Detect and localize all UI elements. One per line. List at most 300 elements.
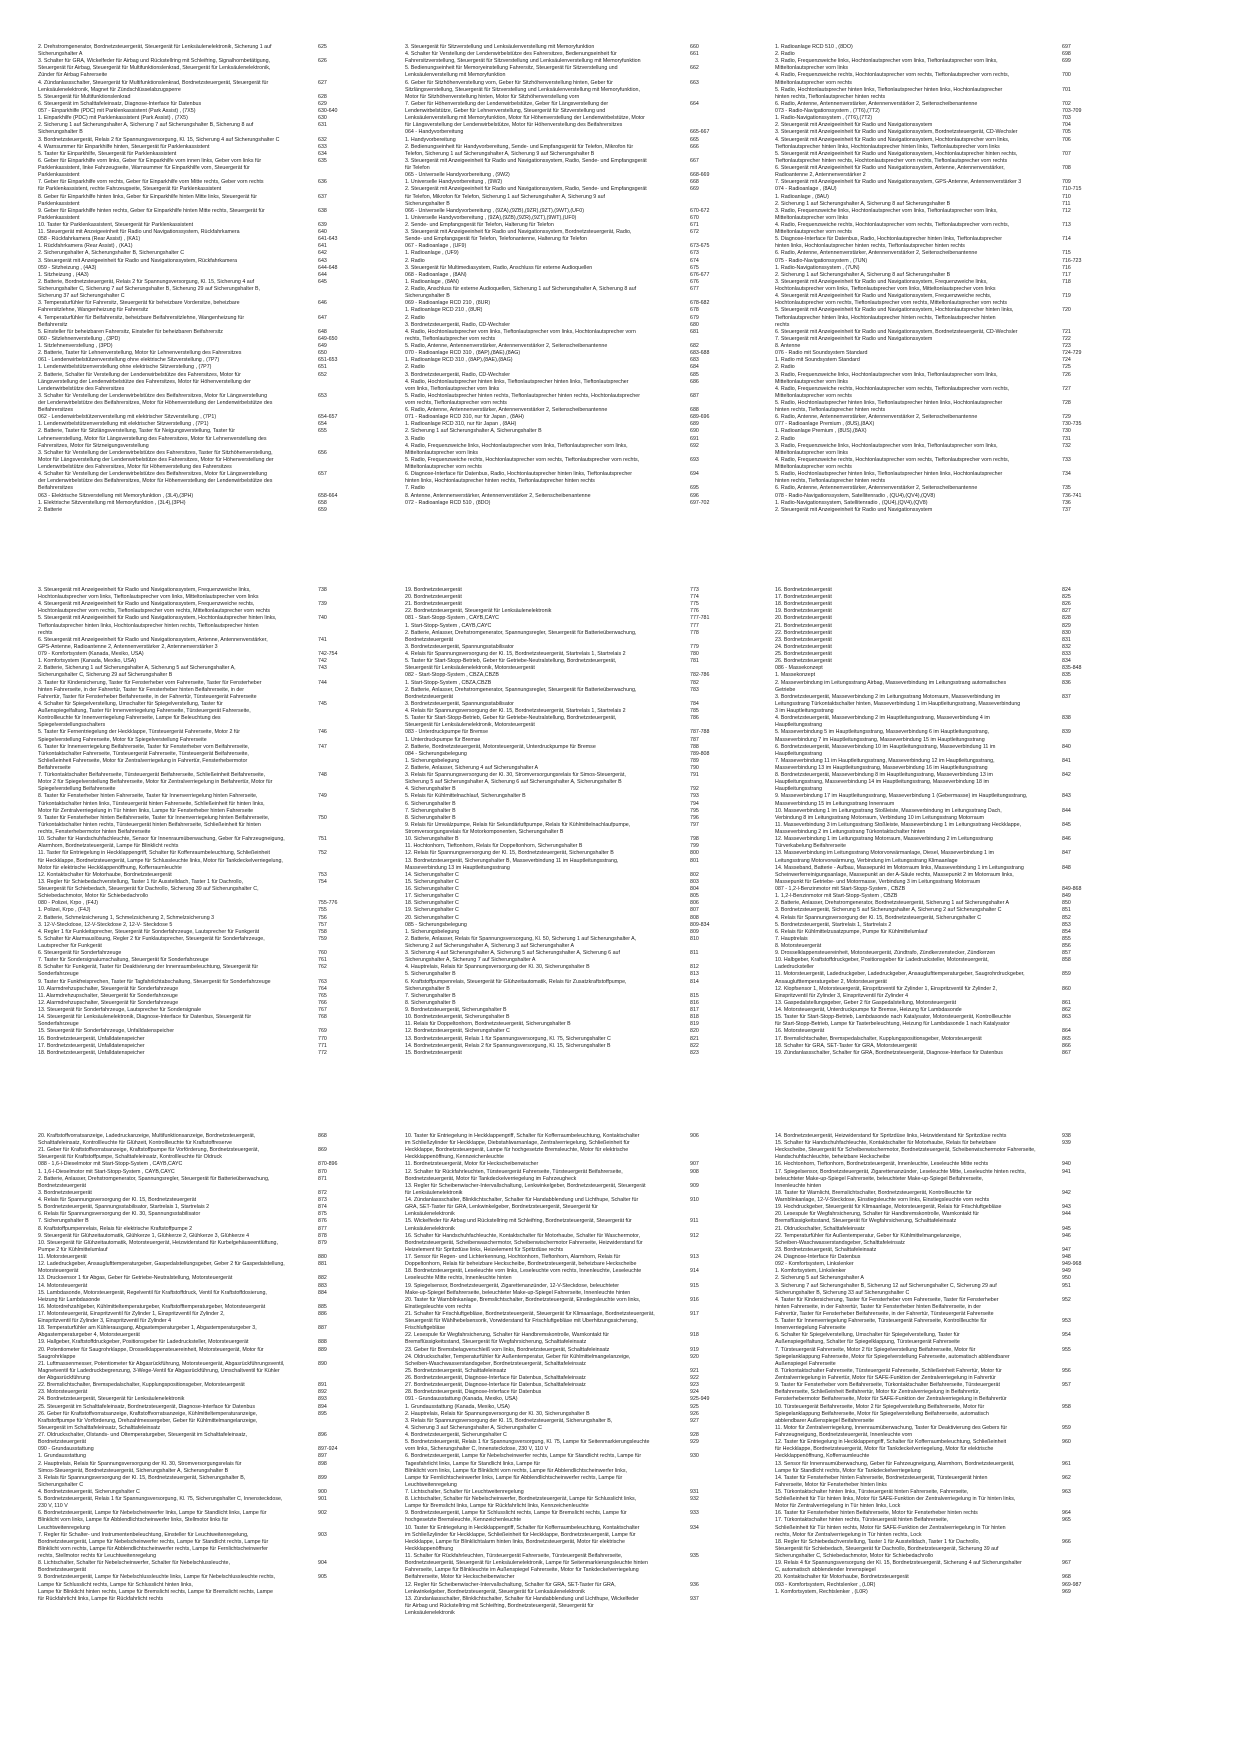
index-entry-text: 8. Sicherungshalter B <box>405 999 456 1006</box>
index-entry-page: 915 <box>690 1282 699 1289</box>
index-entry-text: Mitteltonlautsprecher vorn links <box>405 449 479 456</box>
index-entry-page: 885 <box>318 1303 327 1310</box>
index-entry-page: 810 <box>690 935 699 942</box>
index-entry-text: 4. Sicherungshalter B <box>405 786 456 793</box>
index-entry-page: 965 <box>1062 1517 1071 1524</box>
index-entry-text: 15. Bordnetzsteuergerät <box>405 1049 462 1056</box>
index-entry-page: 905 <box>318 1574 327 1581</box>
index-entry-page: 882 <box>318 1275 327 1282</box>
index-entry-text: 17. Sensor für Regen- und Lichterkennung, Hochtonhorn, Tieftonhorn, Alarmhorn, Relais für <box>405 1254 621 1261</box>
index-entry-text: für Telefon, Mikrofon für Telefon, Sicherung 1 auf Sicherungshalter A, Sicherung 9 auf <box>405 193 606 200</box>
index-entry-page: 927 <box>690 1417 699 1424</box>
index-entry-text: 18. Temperaturfühler am Kühlerausgang, Abgastemperaturgeber 1, Abgastemperaturgeber 3, <box>38 1325 257 1332</box>
index-entry-text: Fahrerseite, Motor für Fensterheber hinten links <box>775 1481 887 1488</box>
index-entry-page: 694 <box>690 471 699 478</box>
index-entry-page: 742-754 <box>318 651 338 658</box>
index-entry-page: 665-667 <box>690 129 710 136</box>
index-entry-text: Masseverbindung 7 im Hauptleitungsstrang, Masseverbindung 15 im Hauptleitungsstrang <box>775 736 985 743</box>
index-entry-text: 2. Sicherungshalter A, Sicherungshalter B, Sicherungshalter C <box>38 250 185 257</box>
index-entry-page: 651-653 <box>318 357 338 364</box>
index-entry-page: 648 <box>318 328 327 335</box>
index-entry-text: 10. Sicherungshalter B <box>405 836 459 843</box>
index-entry-text: vorn rechts, Tieftonlautsprecher vorn rechts <box>405 400 507 406</box>
index-entry-page: 789 <box>690 757 699 764</box>
index-entry-page: 827 <box>1062 608 1071 615</box>
index-entry-page: 713 <box>1062 222 1071 228</box>
index-entry-text: 5. Steuergerät mit Anzeigeeinheit für Radio und Navigationssystem, Hochtonlautsprecher hinten rechts, <box>775 150 1018 157</box>
index-entry-page: 925 <box>690 1403 699 1410</box>
index-entry-page: 873 <box>318 1197 327 1204</box>
index-entry-text: 4. Schalter für Verstellung der Lendenwirbelstütze des Beifahrersitzes, Motor für Längsverstellung <box>38 471 268 478</box>
index-entry-text: 14. Bordnetzsteuergerät, Relais 2 für Spannungsversorgung, Kl. 15, Sicherungshalter B <box>405 1042 611 1049</box>
index-entry-page: 824 <box>1062 587 1071 593</box>
index-entry-text: 12. Kontaktschalter für Motorhaube, Bordnetzsteuergerät <box>38 871 172 878</box>
index-entry-text: 20. Bordnetzsteuergerät <box>405 594 462 601</box>
index-entry-text: Sicherung 5 auf Sicherungshalter A, Sicherung 6 auf Sicherungshalter A, Sicherungshalter B <box>405 779 622 786</box>
index-entry-page: 890 <box>318 1360 327 1367</box>
index-entry-page: 963 <box>1062 1489 1071 1495</box>
index-entry-text: 16. Bordnetzsteuergerät, Unfalldatenspeicher <box>38 1035 145 1042</box>
index-entry-text: 13. Sensor für Innenraumüberwachung, Geber für Fahrzeugneigung, Alarmhorn, Bordnetzsteuergerät, <box>775 1460 1015 1467</box>
index-entry-text: 10. Halbgeber, Kraftstoffdruckgeber, Positionsgeber für Ladedrucksteller, Motorsteuergerät, <box>775 957 989 964</box>
index-entry-page: 761 <box>318 957 327 964</box>
index-entry-text: 20. Kraftstoffvorratsanzeige, Ladedruckanzeige, Multifunktionsanzeige, Bordnetzsteuergerät, <box>38 1133 256 1139</box>
index-entry-page: 636 <box>318 179 327 186</box>
index-entry-text: Zünder für Airbag Fahrerseite <box>38 72 108 79</box>
index-entry-text: 1. 1,6-l-Dieselmotor mit Start-Stopp-System , CAYB,CAYC <box>38 1168 175 1175</box>
index-entry-text: 1. Radioanlage RCD 310, nur für Japan , (8AH) <box>405 421 517 428</box>
index-entry-text: 16. Taster für Fensterheber hinten Beifahrerseite, Motor für Fensterheber hinten rechts <box>775 1510 978 1517</box>
index-entry-text: Schließeinheit Fahrerseite, Motor für Zentralverriegelung in Fahrertür, Fensterhebermotor <box>38 757 248 764</box>
index-entry-text: 26. Bordnetzsteuergerät, Diagnose-Interface für Datenbus, Schalttafeleinsatz <box>405 1375 586 1382</box>
index-entry-page: 678-682 <box>690 300 710 307</box>
index-entry-text: 11. Bordnetzsteuergerät, Motor für Heckscheibenwischer <box>405 1161 539 1168</box>
index-entry-text: 062 - Lendenwirbelstützenverstellung mit elektrischer Sitzverstellung , (7P1) <box>38 414 217 421</box>
index-entry-page: 848 <box>1062 864 1071 871</box>
index-entry-text: Einspritzventil für Zylinder 3, Einspritzventil für Zylinder 4 <box>38 1318 172 1325</box>
index-entry-page: 753 <box>318 871 327 878</box>
index-entry-page: 809-834 <box>690 921 710 928</box>
index-entry-page: 930 <box>690 1453 699 1460</box>
index-entry-text: 3. Bordnetzsteuergerät, Masseverbindung 2 im Leitungsstrang Motorraum, Masseverbindung im <box>775 693 1001 700</box>
index-entry-text: 4. Steuergerät mit Anzeigeeinheit für Radio und Navigationssystem, Frequenzweiche rechts, <box>775 293 992 300</box>
index-entry-text: 7. Sicherungshalter B <box>405 992 456 999</box>
index-entry-text: 20. Lesespule für Wegfahrsicherung, Schalter für Handbremskontrolle, Warnkontakt für <box>775 1211 980 1218</box>
index-entry-page: 877 <box>318 1225 327 1232</box>
index-entry-page: 896 <box>318 1432 327 1439</box>
index-entry-page: 909 <box>690 1182 699 1189</box>
index-entry-text: 17. Motorsteuergerät, Einspritzventil für Zylinder 1, Einspritzventil für Zylinder 2, <box>38 1311 225 1317</box>
index-entry-page: 846 <box>1062 836 1071 843</box>
index-entry-text: 2. Radio <box>775 435 795 442</box>
index-entry-text: 20. Taster für Warnblinkanlage, Bremslichtschalter, Bordnetzsteuergerät, Einstiegsleuchte vorn links, <box>405 1296 641 1303</box>
index-entry-text: 2. Radio <box>405 364 425 371</box>
index-entry-text: 069 - Radioanlage RCD 210 , (8UR) <box>405 300 491 307</box>
index-entry-page: 802 <box>690 871 699 878</box>
index-entry-page: 968 <box>1062 1574 1071 1581</box>
index-entry-page: 920 <box>690 1353 699 1360</box>
index-entry-page: 933 <box>690 1510 699 1517</box>
index-entry-text: hochgesetzte Bremsleuchte, Kennzeichenleuchte <box>405 1517 522 1524</box>
index-entry-text: 4. Radio, Frequenzweiche rechts, Hochtonlautsprecher vorn rechts, Tieftonlautsprecher vorn rechts, <box>775 385 1010 392</box>
index-entry-text: Handschuhfachleuchte, beheizbare Heckscheibe <box>775 1154 890 1161</box>
index-entry-text: 2. Drehstromgenerator, Bordnetzsteuergerät, Steuergerät für Lenksäulenelektronik, Sicherung 1 auf <box>38 44 272 50</box>
index-entry-text: 085 - Sicherungsbelegung <box>405 921 467 928</box>
index-entry-page: 754 <box>318 878 327 885</box>
index-entry-page: 676 <box>690 278 699 285</box>
index-entry-text: 1. Start-Stopp-System , CBZA,CBZB <box>405 679 492 686</box>
index-entry-text: Doppeltonhorn, Relais für beheizbare Heckscheibe, Bordnetzsteuergerät, beheizbare Heckscheibe <box>405 1261 637 1268</box>
index-entry-page: 766 <box>318 999 327 1006</box>
index-entry-page: 941 <box>1062 1168 1071 1175</box>
index-entry-text: Sicherungshalter B <box>405 293 450 300</box>
index-entry-page: 755-776 <box>318 900 338 907</box>
index-entry-text: 063 - Elektrische Sitzverstellung mit Memoryfunktion , (3L4),(3PH) <box>38 492 194 499</box>
index-entry-page: 773 <box>690 587 699 593</box>
index-entry-page: 859 <box>1062 971 1071 978</box>
index-entry-text: Lampe für Schlusslicht rechts, Lampe für Schlusslicht hinten links, <box>38 1581 193 1588</box>
index-entry-page: 722 <box>1062 335 1071 342</box>
index-entry-page: 881 <box>318 1261 327 1268</box>
index-entry-page: 784 <box>690 700 699 707</box>
index-entry-text: 3. Taster für Kindersicherung, Taster für Fensterheber vorn Fahrerseite, Taster für Fensterheber <box>38 679 262 686</box>
index-entry-text: Bordnetzsteuergerät <box>38 1182 86 1189</box>
index-entry-text: 5. Radio, Hochtonlautsprecher hinten links, Tieftonlautsprecher hinten links, Hochtonlautsprecher <box>775 471 1003 478</box>
index-entry-page: 902 <box>318 1510 327 1517</box>
index-entry-page: 692 <box>690 442 699 449</box>
index-entry-text: 5. Radio, Hochtonlautsprecher hinten links, Tieftonlautsprecher hinten links, Hochtonlautsprecher <box>775 400 1003 406</box>
index-entry-text: 13. Regler für Schiebedachverstellung, Taster 1 für Ausstelldach, Taster 1 für Dachrollo, <box>38 878 244 885</box>
index-entry-page: 792 <box>690 786 699 793</box>
index-entry-text: 3. Steuergerät für Sitzverstellung und Lenksäulenverstellung mit Memoryfunktion <box>405 44 595 50</box>
index-entry-text: hinten Fahrerseite, in der Fahrertür, Taster für Fensterheber hinten Beifahrerseite, in der <box>775 1303 981 1310</box>
index-entry-page: 828 <box>1062 615 1071 622</box>
index-entry-page: 944 <box>1062 1211 1071 1218</box>
index-entry-page: 706 <box>1062 136 1071 143</box>
index-entry-text: 2. Radio <box>405 257 425 264</box>
index-entry-text: 5. Sicherungshalter B <box>405 971 456 978</box>
index-entry-page: 837 <box>1062 693 1071 700</box>
index-entry-page: 715 <box>1062 250 1071 257</box>
index-entry-page: 939 <box>1062 1140 1071 1147</box>
index-entry-text: 13. Drucksensor 1 für Abgas, Geber für Getriebe-Neutralstellung, Motorsteuergerät <box>38 1275 233 1282</box>
index-entry-text: 2. Batterie, Schalter für Verstellung der Lendenwirbelstütze des Fahrersitzes, Motor für <box>38 371 241 378</box>
index-entry-text: Motorsteuergerät <box>38 1268 79 1275</box>
index-entry-text: Heckklappenöffnung, Kennzeichenleuchte <box>405 1154 504 1161</box>
index-entry-page: 779 <box>690 643 699 650</box>
index-entry-text: 1. Rückfahrkamera (Rear Assist) , (KA1) <box>38 243 133 250</box>
index-entry-text: 12. Klopfsensor 1, Motorsteuergerät, Einspritzventil für Zylinder 1, Einspritzventil für Zylinder 2, <box>775 985 997 992</box>
index-entry-text: 20. Sicherungshalter C <box>405 914 459 921</box>
index-entry-page: 799 <box>690 843 699 850</box>
index-entry-text: Fahrersitzlehne, Wangenheizung für Fahrersitz <box>38 307 149 314</box>
index-entry-page: 928 <box>690 1432 699 1439</box>
index-entry-page: 688 <box>690 407 699 414</box>
index-entry-page: 812 <box>690 964 699 971</box>
index-entry-text: 11. Relais für Doppeltonhorn, Bordnetzsteuergerät, Sicherungshalter B <box>405 1021 571 1028</box>
index-entry-text: Schließeinheit für Tür hinten links, Motor für SAFE-Funktion der Zentralverriegelung in Tür hinten links, <box>775 1496 1016 1503</box>
index-entry-page: 795 <box>690 807 699 814</box>
index-entry-page: 689-696 <box>690 414 710 421</box>
index-entry-text: Lendenwirbelstütze des Fahrersitzes, Motor für Höhenverstellung des Fahrersitzes <box>38 464 232 471</box>
index-entry-text: für Airbag und Rückstellring mit Schleifring, Bordnetzsteuergerät, Steuergerät für <box>405 1602 594 1609</box>
index-entry-page: 870 <box>318 1168 327 1175</box>
index-entry-text: 8. Antenne <box>775 343 801 350</box>
index-entry-page: 683-688 <box>690 350 710 357</box>
index-entry-text: 6. Geber für Sitzhöhenverstellung vorn, Geber für Sitzhöhenverstellung hinten, Geber für <box>405 79 613 86</box>
index-entry-page: 719 <box>1062 293 1071 300</box>
index-entry-text: 14. Steuergerät für Lenksäulenelektronik, Diagnose-Interface für Datenbus, Steuergerät für <box>38 1014 252 1021</box>
index-entry-page: 926 <box>690 1410 699 1417</box>
index-entry-text: 2. Batterie, Anlasser, Drehstromgenerator, Spannungsregler, Steuergerät für Batterieüberwachung, <box>405 686 637 693</box>
index-entry-text: 7. Geber für Einparkhilfe vorn rechts, Geber für Einparkhilfe vorn Mitte rechts, Geber vorn rechts <box>38 179 264 186</box>
index-entry-text: Simos-Steuergerät, Bordnetzsteuergerät, Sicherungshalter A, Sicherungshalter B <box>38 1467 229 1474</box>
index-entry-page: 781 <box>690 658 699 665</box>
index-entry-page: 670-672 <box>690 207 710 214</box>
index-entry-text: 23. Geber für Bremsbelagverschleiß vorn links, Bordnetzsteuergerät, Schalttafeleinsatz <box>405 1346 610 1353</box>
index-entry-text: Leitungsstrang Motorvorwärmung, Verbindung im Leitungsstrang Klimaanlage <box>775 857 958 864</box>
index-entry-page: 934 <box>690 1524 699 1531</box>
index-entry-text: 3. Bordnetzsteuergerät, Spannungsstabilisator <box>405 643 514 650</box>
index-entry-text: Fahrersitzes, Motor für Sitzneigungsverstellung <box>38 442 149 449</box>
index-entry-text: 1. Lendenwirbelstützenverstellung mit elektrischer Sitzverstellung , (7P1) <box>38 421 209 428</box>
index-entry-page: 703-709 <box>1062 108 1082 115</box>
index-entry-text: 1. Sicherungsbelegung <box>405 928 460 935</box>
index-entry-text: 7. Sicherungshalter B <box>38 1218 89 1225</box>
index-entry-text: 8. Bordnetzsteuergerät, Masseverbindung 8 im Hauptleitungsstrang, Masseverbindung 13 im <box>775 772 993 779</box>
index-entry-text: 1. Komfortsystem, Linkslenker <box>775 1268 846 1275</box>
index-entry-text: 4. Relais für Spannungsversorgung der Kl. 15, Bordnetzsteuergerät, Startrelais 1, Startrelais 2 <box>405 651 626 658</box>
index-entry-page: 830 <box>1062 629 1071 636</box>
index-entry-text: 10. Türsteuergerät Beifahrerseite, Motor 2 für Spiegelverstellung Beifahrerseite, Motor für <box>775 1403 985 1410</box>
index-entry-page: 712 <box>1062 207 1071 214</box>
index-entry-page: 811 <box>690 950 699 957</box>
index-entry-page: 782-786 <box>690 672 710 679</box>
index-entry-text: 1. Massekonzept <box>775 672 816 679</box>
index-entry-page: 656 <box>318 449 327 456</box>
index-entry-text: 14. Motorsteuergerät, Unterdruckpumpe für Bremse, Heizung für Lambdasonde <box>775 1007 962 1014</box>
index-entry-text: 6. Steuergerät mit Anzeigeeinheit für Radio und Navigationssystem, Antenne, Antennenverstärker, <box>775 165 1005 172</box>
index-entry-page: 923 <box>690 1382 699 1389</box>
index-entry-page: 729 <box>1062 414 1071 421</box>
index-entry-text: 4. Bordnetzsteuergerät, Sicherungshalter C <box>405 1432 507 1439</box>
index-entry-page: 789-808 <box>690 750 710 757</box>
index-entry-page: 698 <box>1062 51 1071 58</box>
index-entry-page: 644-648 <box>318 264 338 271</box>
index-entry-text: Massepunkt für Getriebe- und Motormasse, Verbindung 3 im Leitungsstrang Motorraum <box>775 878 981 885</box>
index-entry-page: 953 <box>1062 1318 1071 1325</box>
index-entry-page: 762 <box>318 964 327 971</box>
index-entry-page: 675 <box>690 264 699 271</box>
index-entry-text: Außenspiegel Fahrerseite <box>775 1360 836 1367</box>
index-entry-text: 24. Bordnetzsteuergerät <box>775 643 832 650</box>
index-entry-text: Mitteltonlautsprecher vorn rechts <box>775 464 852 471</box>
index-entry-page: 728 <box>1062 400 1071 406</box>
index-entry-page: 831 <box>1062 636 1071 643</box>
index-entry-page: 745 <box>318 700 327 707</box>
index-entry-page: 866 <box>1062 1042 1071 1049</box>
index-entry-text: 8. Motorsteuergerät <box>775 943 822 949</box>
index-entry-text: 16. Hochtonhorn, Tieftonhorn, Bordnetzsteuergerät, Innenleuchte, Leseleuchte Mitte rechts <box>775 1161 989 1168</box>
index-entry-text: 5. Radio, Frequenzweiche rechts, Hochtonlautsprecher vorn rechts, Tieftonlautsprecher vorn rechts, <box>405 456 640 463</box>
index-entry-text: Sitzlängsverstellung, Steuergerät für Sitzverstellung und Lenksäulenverstellung mit Memoryfunktion, <box>405 86 640 93</box>
index-entry-text: 6. Relais für Kühlmittelzusatzpumpe, Pumpe für Kühlmittelumlauf <box>775 928 928 935</box>
index-entry-text: 4. Sicherung 3 auf Sicherungshalter A, Sicherungshalter C <box>405 1424 542 1431</box>
index-entry-text: 27. Öldruckschalter, Ölstands- und Öltemperaturgeber, Steuergerät im Schalttafeleinsatz, <box>38 1432 248 1439</box>
index-entry-text: 5. Bordnetzsteuergerät, Startrelais 1, Startrelais 2 <box>775 921 892 928</box>
index-entry-text: Türkontaktschalter hinten rechts, Türsteuergerät hinten Beifahrerseite, Schließeinheit für hinten <box>38 821 261 828</box>
index-entry-text: Motor für Sitzhöhenverstellung hinten, Motor für Sitzhöhenverstellung vorn <box>405 93 580 100</box>
index-entry-text: Lendenwirbelstütze des Fahrersitzes <box>38 385 125 392</box>
index-entry-text: 6. Steuergerät mit Anzeigeeinheit für Radio und Navigationssystem, Bordnetzsteuergerät, CD-Wechsler <box>775 328 1018 335</box>
index-entry-page: 906 <box>690 1133 699 1139</box>
index-entry-page: 883 <box>318 1282 327 1289</box>
index-entry-page: 697 <box>1062 44 1071 50</box>
index-entry-page: 888 <box>318 1339 327 1346</box>
index-entry-page: 887 <box>318 1325 327 1332</box>
index-entry-text: Blinklicht vorn links, Lampe für Abblendlichtscheinwerfer links, Stellmotor links für <box>38 1517 229 1524</box>
index-entry-text: Hauptleitungsstrang <box>775 750 823 757</box>
index-entry-text: 3. Relais für Spannungsversorgung der Kl. 15, Bordnetzsteuergerät, Sicherungshalter B, <box>405 1417 613 1424</box>
index-entry-text: 086 - Massekonzept <box>775 665 823 672</box>
index-entry-text: 7. Steuergerät mit Anzeigeeinheit für Radio und Navigationssystem, GPS-Antenne, Antennenverstärker 3 <box>775 179 1022 186</box>
index-entry-page: 651 <box>318 364 327 371</box>
index-entry-text: 16. Schalter für Handschuhfachleuchte, Kontaktschalter für Motorhaube, Schalter für Waschermotor, <box>405 1232 641 1239</box>
index-entry-page: 760 <box>318 950 327 957</box>
index-entry-text: 9. Taster für Fensterheber vorn Beifahrerseite, Türkontaktschalter Beifahrerseite, Türsteuergerät <box>775 1382 1000 1389</box>
index-entry-text: 25. Bordnetzsteuergerät <box>775 651 832 658</box>
index-entry-page: 937 <box>690 1595 699 1602</box>
index-entry-page: 647 <box>318 314 327 321</box>
index-entry-text: 22. Temperaturfühler für Außentemperatur, Geber für Kühlmittelmangelanzeige, <box>775 1232 961 1239</box>
index-entry-text: 1. Grundausstattung <box>38 1453 86 1460</box>
index-entry-page: 637 <box>318 193 327 200</box>
index-entry-text: 10. Taster für Parklenkassistent, Steuergerät für Parklenkassistent <box>38 222 194 228</box>
index-entry-page: 738 <box>318 587 327 593</box>
index-entry-text: Abgastemperaturgeber 4, Motorsteuergerät <box>38 1332 140 1339</box>
index-entry-text: 3. Steuergerät mit Anzeigeeinheit für Radio und Navigationssystem, Rückfahrkamera <box>38 257 238 264</box>
index-entry-text: 6. Bordnetzsteuergerät, Lampe für Nebelscheinwerfer links, Lampe für Standlicht links, Lampe für <box>38 1510 267 1517</box>
index-entry-text: Lenksäulenverstellung mit Memoryfunktion <box>405 72 506 79</box>
index-entry-text: 3. Steuergerät mit Anzeigeeinheit für Radio und Navigationssystem, Frequenzweiche links, <box>38 587 251 593</box>
index-entry-text: Heckklappenöffnung <box>405 1545 454 1552</box>
index-entry-text: Längsverstellung der Lendenwirbelstütze des Fahrersitzes, Motor für Höhenverstellung der <box>38 378 251 385</box>
index-entry-text: 5. Steuergerät mit Anzeigeeinheit für Radio und Navigationssystem, Hochtonlautsprecher hinten links, <box>775 307 1014 314</box>
index-entry-page: 838 <box>1062 715 1071 722</box>
index-entry-page: 749 <box>318 793 327 800</box>
index-entry-text: 22. Bordnetzsteuergerät, Steuergerät für Lenksäulenelektronik <box>405 608 552 615</box>
index-entry-text: 5. Taster für Einparkhilfe, Steuergerät für Parklenkassistent <box>38 150 177 157</box>
index-entry-text: Heckklappe, Lampe für Blinklichtalarm hinten links, Bordnetzsteuergerät, Motor für elektrische <box>405 1538 625 1545</box>
index-entry-text: 1. Radioanlage , (8AU) <box>775 193 829 200</box>
index-entry-page: 932 <box>690 1496 699 1503</box>
index-entry-page: 889 <box>318 1346 327 1353</box>
index-entry-text: Sicherungshalter C, Sicherung 7 auf Sicherungshalter B, Sicherung 29 auf Sicherungshalter B, <box>38 286 261 293</box>
index-entry-page: 721 <box>1062 328 1071 335</box>
index-entry-text: 4. Radio, Frequenzweiche rechts, Hochtonlautsprecher vorn rechts, Tieftonlautsprecher vorn rechts, <box>775 72 1010 79</box>
index-entry-text: 22. Lesespule für Wegfahrsicherung, Schalter für Handbremskontrolle, Warnkontakt für <box>405 1332 610 1339</box>
index-entry-page: 942 <box>1062 1189 1071 1196</box>
index-entry-page: 737 <box>1062 506 1071 513</box>
index-entry-text: 17. Bremslichtschalter, Bremspedalschalter, Kupplungspositionsgeber, Motorsteuergerät <box>775 1035 982 1042</box>
index-entry-text: Bordnetzsteuergerät, Scheibenwaschermotor, Scheibenwischermotor Fahrerseite, Heizwiderstand für <box>405 1239 643 1246</box>
index-entry-text: Hochtonlautsprecher vorn rechts, Tieftonlautsprecher vorn rechts, Mitteltonlautsprecher vorn rechts <box>38 608 270 615</box>
index-entry-page: 899 <box>318 1474 327 1481</box>
index-entry-text: rechts, Fensterhebermotor hinten Beifahrerseite <box>38 829 151 836</box>
index-entry-text: 5. Taster für Start-Stopp-Betrieb, Geber für Getriebe-Neutralstellung, Bordnetzsteuergerät, <box>405 715 617 722</box>
index-entry-text: 22. Bremslichtschalter, Bremspedalschalter, Kupplungspositionsgeber, Motorsteuergerät <box>38 1382 245 1389</box>
index-entry-text: 12. Masseverbindung 1 im Leitungsstrang Motorraum, Masseverbindung 2 im Leitungsstrang <box>775 836 993 843</box>
index-entry-text: 7. Radio <box>405 485 425 492</box>
index-entry-text: Masseverbindung 2 im Leitungsstrang Türkontaktschalter hinten <box>775 829 926 836</box>
index-entry-text: 068 - Radioanlage , (8AN) <box>405 271 467 278</box>
index-entry-text: 18. Taster für Warnlicht, Bremslichtschalter, Bordnetzsteuergerät, Kontrollleuchte für <box>775 1189 972 1196</box>
index-entry-text: 3. Steuergerät mit Anzeigeeinheit für Radio und Navigationssystem, Frequenzweiche links, <box>775 278 988 285</box>
index-entry-text: 1. Radioanlage RCD 210 , (8UR) <box>405 307 483 314</box>
index-entry-text: Lenksäulenelektronik <box>405 1610 455 1617</box>
index-entry-page: 641 <box>318 243 327 250</box>
index-entry-page: 844 <box>1062 807 1071 814</box>
index-entry-text: 6. Steuergerät im Schalttafeleinsatz, Diagnose-Interface für Datenbus <box>38 100 202 107</box>
index-entry-page: 797 <box>690 821 699 828</box>
index-entry-text: 23. Motorsteuergerät <box>38 1389 88 1396</box>
index-entry-text: Fahrersitzverstellung, Steuergerät für Sitzverstellung und Lenksäulenverstellung mit Memoryfunktion <box>405 58 641 65</box>
index-entry-text: 15. Schalter für Handschuhfachleuchte, Kontaktschalter für Motorhaube, Relais für beheizbare <box>775 1140 997 1147</box>
index-entry-text: 8. Türkontaktschalter Fahrerseite, Türsteuergerät Fahrerseite, Schließeinheit Fahrertür, Motor für <box>775 1367 1002 1374</box>
index-entry-text: Leuchtweitenregelung <box>405 1481 457 1488</box>
index-entry-page: 956 <box>1062 1367 1071 1374</box>
index-entry-text: 2. Steuergerät mit Anzeigeeinheit für Radio und Navigationssystem <box>775 506 933 513</box>
index-entry-text: 8. Taster für Fensterheber hinten Fahrerseite, Taster für Innenverriegelung hinten Fahrerseite, <box>38 793 258 800</box>
index-entry-page: 705 <box>1062 129 1071 136</box>
index-entry-text: Fahrertür, Taster für Fensterheber Beifahrerseite, in der Fahrertür, Türsteuergerät Fahrerseite <box>38 693 257 700</box>
index-entry-page: 808 <box>690 914 699 921</box>
index-entry-text: 080 - Polizei, Krpo , (F4J) <box>38 900 99 907</box>
index-entry-text: abblendbarer Außenspiegel Beifahrerseite <box>775 1417 874 1424</box>
index-entry-text: 5. Taster für Innenverriegelung Fahrerseite, Türsteuergerät Fahrerseite, Kontrollleuchte für <box>775 1318 987 1325</box>
index-entry-page: 931 <box>690 1489 699 1495</box>
index-entry-page: 782 <box>690 679 699 686</box>
index-entry-page: 693 <box>690 456 699 463</box>
index-entry-page: 916 <box>690 1296 699 1303</box>
index-entry-text: Hochtonlautsprecher vorn rechts, Tieftonlautsprecher vorn rechts, Mitteltonlautsprecher vorn rechts <box>775 300 1007 307</box>
index-entry-text: Parklenkassistent <box>38 214 80 221</box>
index-entry-page: 653 <box>318 392 327 399</box>
index-entry-text: 10. Bordnetzsteuergerät, Sicherungshalter B <box>405 1014 510 1021</box>
index-entry-text: beleuchteter Make-up-Spiegel Fahrerseite, beleuchteter Make-up-Spiegel Beifahrerseite, <box>775 1175 984 1182</box>
index-entry-page: 860 <box>1062 985 1071 992</box>
index-entry-text: 088 - 1,6-l-Dieselmotor mit Start-Stopp-System , CAYB,CAYC <box>38 1161 183 1168</box>
index-entry-text: 3. Temperaturfühler für Fahrersitz, Steuergerät für beheizbare Vordersitze, beheizbare <box>38 300 240 307</box>
index-entry-page: 960 <box>1062 1439 1071 1446</box>
index-entry-text: 3. Relais für Spannungsversorgung der Kl. 30, Stromversorgungsrelais für Simos-Steuergerät, <box>405 772 626 779</box>
index-entry-text: Sende- und Empfangsgerät für Telefon, Telefonantenne, Halterung für Telefon <box>405 236 587 243</box>
index-entry-text: 1. Radio-Navigationssystem , (7T6),(7T2) <box>775 115 873 122</box>
index-entry-text: Magnetventil für Ladedruckbegrenzung, 3-Wege-Ventil für Abgasrückführung, Umschaltventil für Kühler <box>38 1367 280 1374</box>
index-entry-page: 630 <box>318 115 327 122</box>
index-entry-page: 727 <box>1062 385 1071 392</box>
index-entry-page: 819 <box>690 1021 699 1028</box>
index-entry-text: 9. Taster für Funkfreisprechen, Taster für Tagfahrlichtabschaltung, Steuergerät für Sonderfahrzeuge <box>38 978 271 985</box>
index-entry-text: 2. Sicherung 5 auf Sicherungshalter A <box>775 1275 864 1282</box>
index-entry-page: 935 <box>690 1553 699 1560</box>
index-entry-text: 6. Sicherungshalter B <box>405 800 456 807</box>
index-entry-page: 822 <box>690 1042 699 1049</box>
index-entry-text: Make-up-Spiegel Beifahrerseite, beleuchteter Make-up-Spiegel Fahrerseite, Innenleuchte hinten <box>405 1289 631 1296</box>
index-entry-page: 701 <box>1062 86 1071 93</box>
index-entry-text: 057 - Einparkhilfe (PDC) mit Parklenkassistent (Park Assist) , (7X5) <box>38 108 196 115</box>
index-entry-text: 21. Geber für Kraftstoffvorratsanzeige, Kraftstoffpumpe für Vorförderung, Bordnetzsteuergerät, <box>38 1147 259 1154</box>
